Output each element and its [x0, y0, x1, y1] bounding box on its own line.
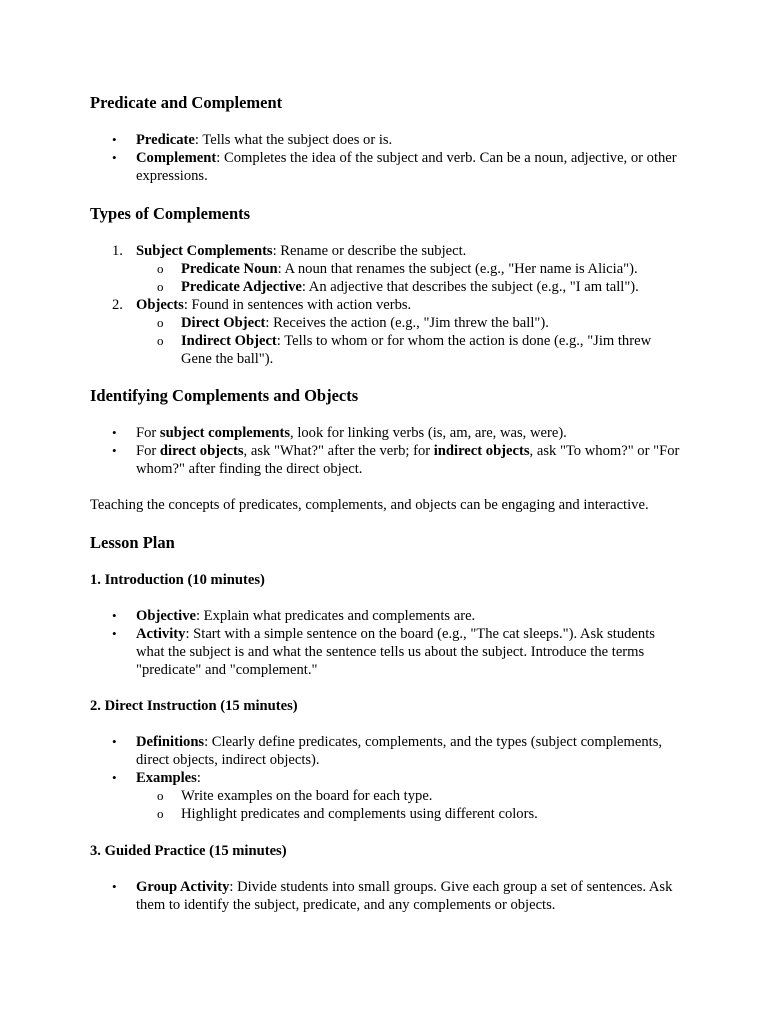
- number-marker: 1.: [112, 243, 123, 259]
- term: subject complements: [159, 425, 291, 441]
- subheading-direct-instruction: 2. Direct Instruction (15 minutes): [90, 698, 298, 714]
- section-heading-lesson-plan: Lesson Plan: [90, 533, 175, 552]
- sub-bullet-marker: o: [157, 315, 164, 330]
- definition: : Completes the idea of the subject and verb. Can be a noun, adjective, or other expressions.: [136, 150, 677, 184]
- bullet-marker: •: [112, 608, 117, 623]
- sub-list-item: [90, 787, 680, 805]
- list-item: [90, 242, 680, 260]
- bullet-marker: •: [112, 626, 117, 641]
- sub-list-item: [90, 805, 680, 823]
- types-of-complements-list-continued: [90, 296, 680, 314]
- bullet-marker: •: [112, 879, 117, 894]
- definition: : Receives the action (e.g., "Jim threw the ball").: [265, 315, 549, 331]
- number-marker: 2.: [112, 297, 123, 313]
- list-item: [90, 607, 680, 625]
- term: Subject Complements: [136, 243, 273, 259]
- identifying-list: [90, 424, 680, 478]
- term: Predicate Noun: [181, 261, 278, 277]
- sub-list-item: [90, 332, 680, 368]
- section-heading-identifying: Identifying Complements and Objects: [90, 386, 359, 405]
- list-item: [90, 733, 680, 769]
- introduction-list: [90, 607, 680, 679]
- definition: : Rename or describe the subject.: [272, 243, 467, 259]
- term: Predicate: [136, 132, 195, 148]
- document-page: [90, 93, 680, 914]
- bullet-marker: •: [112, 443, 117, 458]
- sub-bullet-marker: o: [157, 788, 164, 803]
- sub-bullet-marker: o: [157, 333, 164, 348]
- list-item: [90, 424, 680, 442]
- sub-item-text: Write examples on the board for each type.: [181, 788, 433, 804]
- direct-instruction-list: [90, 733, 680, 787]
- sub-list-item: [90, 278, 680, 296]
- section-heading-types-of-complements: Types of Complements: [90, 204, 251, 223]
- definition: : Found in sentences with action verbs.: [183, 297, 412, 313]
- definition: : Start with a simple sentence on the board (e.g., "The cat sleeps."). Ask students what the subject is and what the sentence tells us about the subject. Introduce the terms "predicate" and "complement.": [136, 626, 655, 678]
- term: direct objects: [159, 443, 244, 459]
- subheading-guided-practice: 3. Guided Practice (15 minutes): [90, 843, 287, 859]
- bullet-marker: •: [112, 425, 117, 440]
- definition: : A noun that renames the subject (e.g., "Her name is Alicia").: [277, 261, 638, 277]
- examples-sub-list: [90, 787, 680, 823]
- term: Definitions: [136, 734, 205, 750]
- section-heading-predicate-complement: Predicate and Complement: [90, 93, 283, 112]
- term: Activity: [136, 626, 186, 642]
- definition: , look for linking verbs (is, am, are, was, were).: [290, 425, 567, 441]
- subheading-introduction: 1. Introduction (10 minutes): [90, 572, 265, 588]
- definition: : An adjective that describes the subject (e.g., "I am tall").: [301, 279, 639, 295]
- list-item: [90, 149, 680, 185]
- sub-bullet-marker: o: [157, 279, 164, 294]
- term: Direct Object: [181, 315, 266, 331]
- list-item: [90, 442, 680, 478]
- list-item: [90, 769, 680, 787]
- intro-paragraph: Teaching the concepts of predicates, complements, and objects can be engaging and interactive.: [90, 497, 649, 513]
- predicate-complement-list: [90, 131, 680, 185]
- term: Complement: [136, 150, 217, 166]
- text-middle: , ask "What?" after the verb; for: [243, 443, 434, 459]
- text-prefix: For: [136, 425, 160, 441]
- term: Objects: [136, 297, 184, 313]
- term: Predicate Adjective: [181, 279, 302, 295]
- definition: : Explain what predicates and complements are.: [195, 608, 476, 624]
- definition: , ask "To whom?" or "For whom?" after finding the direct object.: [136, 443, 680, 477]
- sub-list-item: [90, 260, 680, 278]
- definition: : Tells what the subject does or is.: [194, 132, 393, 148]
- guided-practice-list: [90, 878, 680, 914]
- term: Objective: [136, 608, 196, 624]
- bullet-marker: •: [112, 150, 117, 165]
- definition: : Clearly define predicates, complements, and the types (subject complements, direct objects, indirect objects).: [136, 734, 663, 768]
- bullet-marker: •: [112, 770, 117, 785]
- sub-list: [90, 260, 680, 296]
- term: Indirect Object: [181, 333, 277, 349]
- list-item: [90, 878, 680, 914]
- term: Group Activity: [136, 879, 230, 895]
- bullet-marker: •: [112, 132, 117, 147]
- definition: : Tells to whom or for whom the action is done (e.g., "Jim threw Gene the ball").: [181, 333, 652, 367]
- types-of-complements-list: [90, 242, 680, 260]
- sub-item-text: Highlight predicates and complements using different colors.: [181, 806, 538, 822]
- sub-bullet-marker: o: [157, 261, 164, 276]
- text-prefix: For: [136, 443, 160, 459]
- sub-list-item: [90, 314, 680, 332]
- term: Examples: [136, 770, 197, 786]
- list-item: [90, 625, 680, 679]
- sub-list: [90, 314, 680, 368]
- list-item: [90, 296, 680, 314]
- definition: : Divide students into small groups. Give each group a set of sentences. Ask them to identify the subject, predicate, and any complements or objects.: [136, 879, 673, 913]
- bullet-marker: •: [112, 734, 117, 749]
- definition: :: [196, 770, 201, 786]
- list-item: [90, 131, 680, 149]
- term: indirect objects: [433, 443, 530, 459]
- sub-bullet-marker: o: [157, 806, 164, 821]
